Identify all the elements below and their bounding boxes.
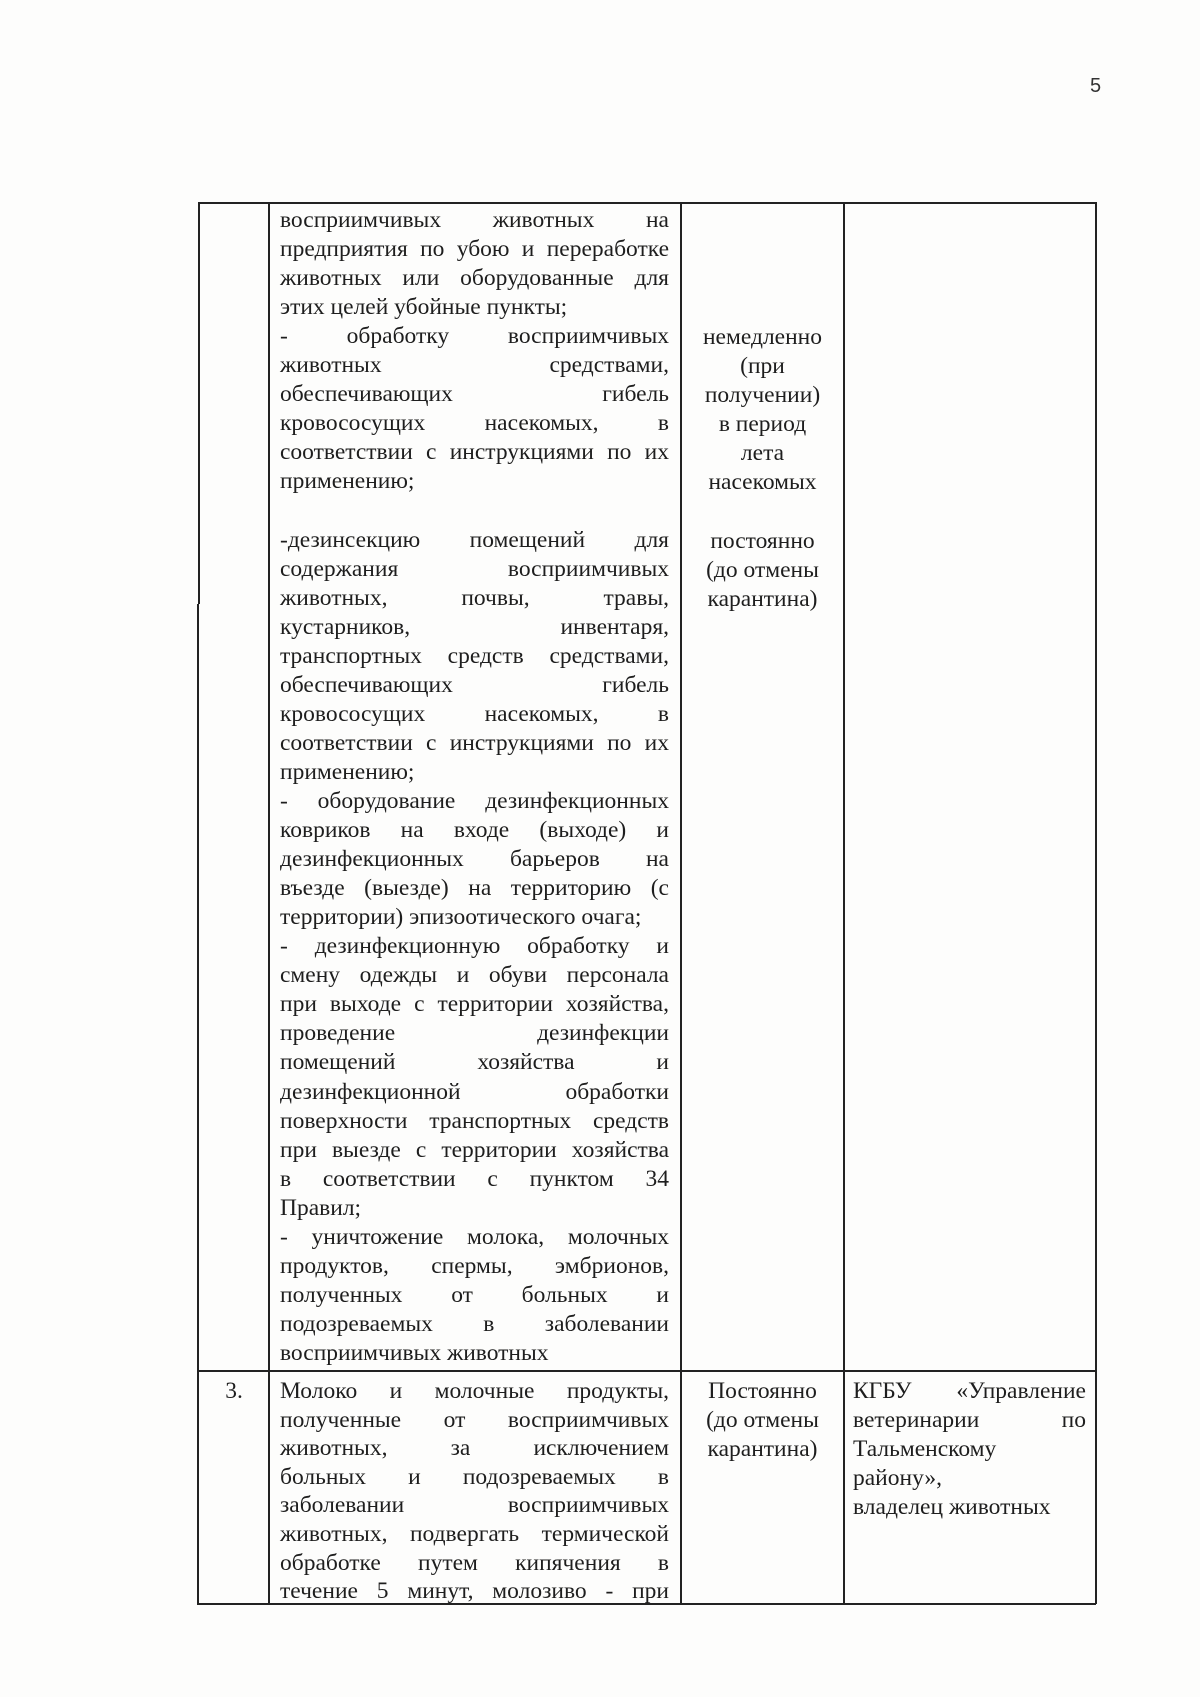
text-line: - оборудование дезинфекционных (280, 788, 669, 814)
text-line: обработке путем кипячения в (280, 1549, 669, 1576)
text-line: постоянно (710, 528, 815, 554)
row-divider (197, 1370, 1096, 1372)
text-line: дезинфекционной обработки (280, 1078, 669, 1105)
text-line: соответствии с инструкциями по их (280, 729, 669, 756)
table-top-border (200, 202, 1097, 204)
text-line: кровососущих насекомых, в (280, 700, 669, 727)
text-line: дезинфекционных барьеров на (280, 846, 669, 873)
text-line: обеспечивающих гибель (280, 671, 669, 698)
text-line: ковриков на входе (выходе) и (280, 817, 669, 844)
text-line: -дезинсекцию помещений для (280, 526, 669, 553)
text-line: насекомых (708, 469, 817, 495)
text-line: предприятия по убою и переработке (280, 236, 669, 263)
text-line: животных, почвы, травы, (280, 584, 669, 611)
text-line (280, 497, 669, 526)
text-line: владелец животных (853, 1494, 1051, 1520)
text-line: восприимчивых животных (280, 1339, 549, 1366)
text-line: полученные от восприимчивых (280, 1406, 669, 1433)
text-line: животных средствами, (280, 352, 669, 379)
text-line: поверхности транспортных средств (280, 1107, 669, 1134)
text-line: заболевании восприимчивых (280, 1492, 669, 1519)
text-line: применению; (280, 758, 415, 785)
text-line: карантина) (707, 586, 818, 612)
text-line: животных, за исключением (280, 1435, 669, 1462)
text-line: содержания восприимчивых (280, 555, 669, 582)
text-line: транспортных средств средствами, (280, 642, 669, 669)
text-line: - дезинфекционную обработку и (280, 933, 669, 960)
text-line: кровососущих насекомых, в (280, 410, 669, 437)
text-line: лета (740, 440, 785, 466)
text-line: помещений хозяйства и (280, 1049, 669, 1076)
text-line: карантина) (707, 1436, 818, 1462)
text-line: (до отмены (706, 1407, 819, 1433)
text-line: получении) (704, 382, 821, 408)
text-line: ветеринарии по (853, 1407, 1086, 1433)
text-line: подозреваемых в заболевании (280, 1310, 669, 1337)
text-line: смену одежды и обуви персонала (280, 962, 669, 989)
text-line: продуктов, спермы, эмбрионов, (280, 1252, 669, 1279)
text-line: применению; (280, 468, 415, 495)
text-line: (до отмены (706, 557, 819, 583)
text-line: - обработку восприимчивых (280, 323, 669, 350)
text-line: въезде (выезде) на территорию (с (280, 875, 669, 902)
table-left-border (198, 202, 200, 604)
text-line: Тальменскому (853, 1436, 997, 1462)
text-line: животных, подвергать термической (280, 1521, 669, 1547)
text-line: Постоянно (708, 1378, 817, 1404)
text-line: этих целей убойные пункты; (280, 294, 568, 321)
text-line: больных и подозреваемых в (280, 1463, 669, 1490)
text-line: (при (740, 353, 785, 379)
column-divider-1 (268, 202, 270, 1604)
text-line: восприимчивых животных на (280, 207, 669, 233)
text-line: - уничтожение молока, молочных (280, 1223, 669, 1250)
row-number: 3. (225, 1378, 243, 1404)
text-line: при выезде с территории хозяйства (280, 1136, 669, 1163)
text-line: проведение дезинфекции (280, 1020, 669, 1047)
text-line: течение 5 минут, молозиво - при (280, 1578, 669, 1605)
text-line: Молоко и молочные продукты, (280, 1378, 669, 1404)
text-line: территории) эпизоотического очага; (280, 904, 642, 931)
text-line: соответствии с инструкциями по их (280, 439, 669, 466)
table-left-border (197, 604, 199, 1604)
text-line: при выходе с территории хозяйства, (280, 991, 669, 1018)
text-line: обеспечивающих гибель (280, 381, 669, 408)
text-line: в период (718, 411, 807, 437)
text-line: району», (853, 1465, 943, 1491)
text-line: кустарников, инвентаря, (280, 613, 669, 640)
column-divider-3 (843, 202, 845, 1604)
text-line: животных или оборудованные для (280, 265, 669, 292)
table-right-border (1095, 202, 1097, 1604)
text-line: немедленно (702, 324, 822, 350)
page-number: 5 (1090, 75, 1102, 97)
text-line: Правил; (280, 1194, 362, 1221)
text-line: в соответствии с пунктом 34 (280, 1165, 669, 1192)
text-line: КГБУ «Управление (853, 1378, 1086, 1404)
text-line: полученных от больных и (280, 1281, 669, 1308)
